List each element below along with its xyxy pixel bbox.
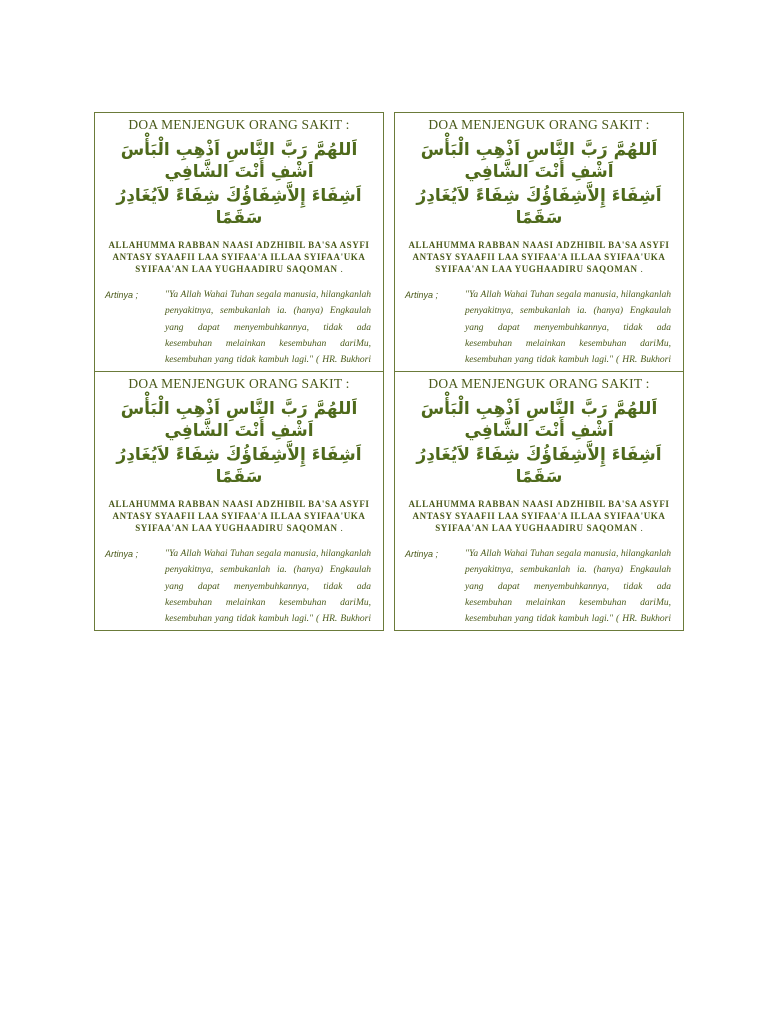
latin-end: . xyxy=(640,523,643,533)
latin-transliteration xyxy=(395,498,683,534)
arabic-line-1: اَللهُمَّ رَبَّ النَّاسِ اَذْهِبِ الْبَأْسَ اَشْفِ أَنْتَ الشَّافِي xyxy=(120,399,358,441)
latin-text: ALLAHUMMA RABBAN NAASI ADZHIBIL BA'SA ASYFI ANTASY SYAAFII LAA SYIFAA'A ILLAA SYIFAA'UKA SYIFAA'AN LAA YUGHAADIRU SAQOMAN xyxy=(108,240,370,274)
arabic-line-2: اَشِفَاءَ إِلاَّشِفَاؤُكَ شِفَاءً لاَيُغَادِرُ سَقَمًا xyxy=(116,186,362,228)
meaning-section xyxy=(95,546,383,631)
card-title: DOA MENJENGUK ORANG SAKIT : xyxy=(428,376,650,391)
meaning-section xyxy=(395,287,683,372)
arabic-prayer xyxy=(95,139,383,229)
meaning-label: Artinya ; xyxy=(105,290,139,300)
prayer-card xyxy=(94,112,384,372)
meaning-section xyxy=(395,546,683,631)
latin-text: ALLAHUMMA RABBAN NAASI ADZHIBIL BA'SA ASYFI ANTASY SYAAFII LAA SYIFAA'A ILLAA SYIFAA'UKA SYIFAA'AN LAA YUGHAADIRU SAQOMAN xyxy=(408,499,670,533)
meaning-text: "Ya Allah Wahai Tuhan segala manusia, hilangkanlah penyakitnya, sembukanlah ia. (hanya) Engkaulah yang dapat menyembuhkannya, tidak ada kesembuhan melainkan kesembuhan dariMu, kesembuhan yang tidak kambuh lagi." ( HR. Bukhori xyxy=(465,290,671,366)
latin-text: ALLAHUMMA RABBAN NAASI ADZHIBIL BA'SA ASYFI ANTASY SYAAFII LAA SYIFAA'A ILLAA SYIFAA'UKA SYIFAA'AN LAA YUGHAADIRU SAQOMAN xyxy=(408,240,670,274)
meaning-section xyxy=(95,287,383,372)
prayer-card xyxy=(94,371,384,631)
meaning-text: "Ya Allah Wahai Tuhan segala manusia, hilangkanlah penyakitnya, sembukanlah ia. (hanya) Engkaulah yang dapat menyembuhkannya, tidak ada kesembuhan melainkan kesembuhan dariMu, kesembuhan yang tidak kambuh lagi." ( HR. Bukhori xyxy=(165,549,371,625)
prayer-card xyxy=(394,112,684,372)
meaning-label: Artinya ; xyxy=(405,290,439,300)
arabic-line-2: اَشِفَاءَ إِلاَّشِفَاؤُكَ شِفَاءً لاَيُغَادِرُ سَقَمًا xyxy=(416,445,662,487)
card-title: DOA MENJENGUK ORANG SAKIT : xyxy=(128,376,350,391)
latin-transliteration xyxy=(95,498,383,534)
prayer-card xyxy=(394,371,684,631)
latin-transliteration xyxy=(95,239,383,275)
arabic-line-1: اَللهُمَّ رَبَّ النَّاسِ اَذْهِبِ الْبَأْسَ اَشْفِ أَنْتَ الشَّافِي xyxy=(420,140,658,182)
latin-end: . xyxy=(340,264,343,274)
arabic-line-1: اَللهُمَّ رَبَّ النَّاسِ اَذْهِبِ الْبَأْسَ اَشْفِ أَنْتَ الشَّافِي xyxy=(420,399,658,441)
latin-end: . xyxy=(340,523,343,533)
meaning-label: Artinya ; xyxy=(105,549,139,559)
arabic-line-2: اَشِفَاءَ إِلاَّشِفَاؤُكَ شِفَاءً لاَيُغَادِرُ سَقَمًا xyxy=(116,445,362,487)
arabic-prayer xyxy=(95,398,383,488)
latin-text: ALLAHUMMA RABBAN NAASI ADZHIBIL BA'SA ASYFI ANTASY SYAAFII LAA SYIFAA'A ILLAA SYIFAA'UKA SYIFAA'AN LAA YUGHAADIRU SAQOMAN xyxy=(108,499,370,533)
card-title: DOA MENJENGUK ORANG SAKIT : xyxy=(428,117,650,132)
meaning-text: "Ya Allah Wahai Tuhan segala manusia, hilangkanlah penyakitnya, sembukanlah ia. (hanya) Engkaulah yang dapat menyembuhkannya, tidak ada kesembuhan melainkan kesembuhan dariMu, kesembuhan yang tidak kambuh lagi." ( HR. Bukhori xyxy=(165,290,371,366)
card-title: DOA MENJENGUK ORANG SAKIT : xyxy=(128,117,350,132)
latin-transliteration xyxy=(395,239,683,275)
arabic-line-2: اَشِفَاءَ إِلاَّشِفَاؤُكَ شِفَاءً لاَيُغَادِرُ سَقَمًا xyxy=(416,186,662,228)
arabic-prayer xyxy=(395,139,683,229)
meaning-label: Artinya ; xyxy=(405,549,439,559)
arabic-prayer xyxy=(395,398,683,488)
arabic-line-1: اَللهُمَّ رَبَّ النَّاسِ اَذْهِبِ الْبَأْسَ اَشْفِ أَنْتَ الشَّافِي xyxy=(120,140,358,182)
meaning-text: "Ya Allah Wahai Tuhan segala manusia, hilangkanlah penyakitnya, sembukanlah ia. (hanya) Engkaulah yang dapat menyembuhkannya, tidak ada kesembuhan melainkan kesembuhan dariMu, kesembuhan yang tidak kambuh lagi." ( HR. Bukhori xyxy=(465,549,671,625)
latin-end: . xyxy=(640,264,643,274)
